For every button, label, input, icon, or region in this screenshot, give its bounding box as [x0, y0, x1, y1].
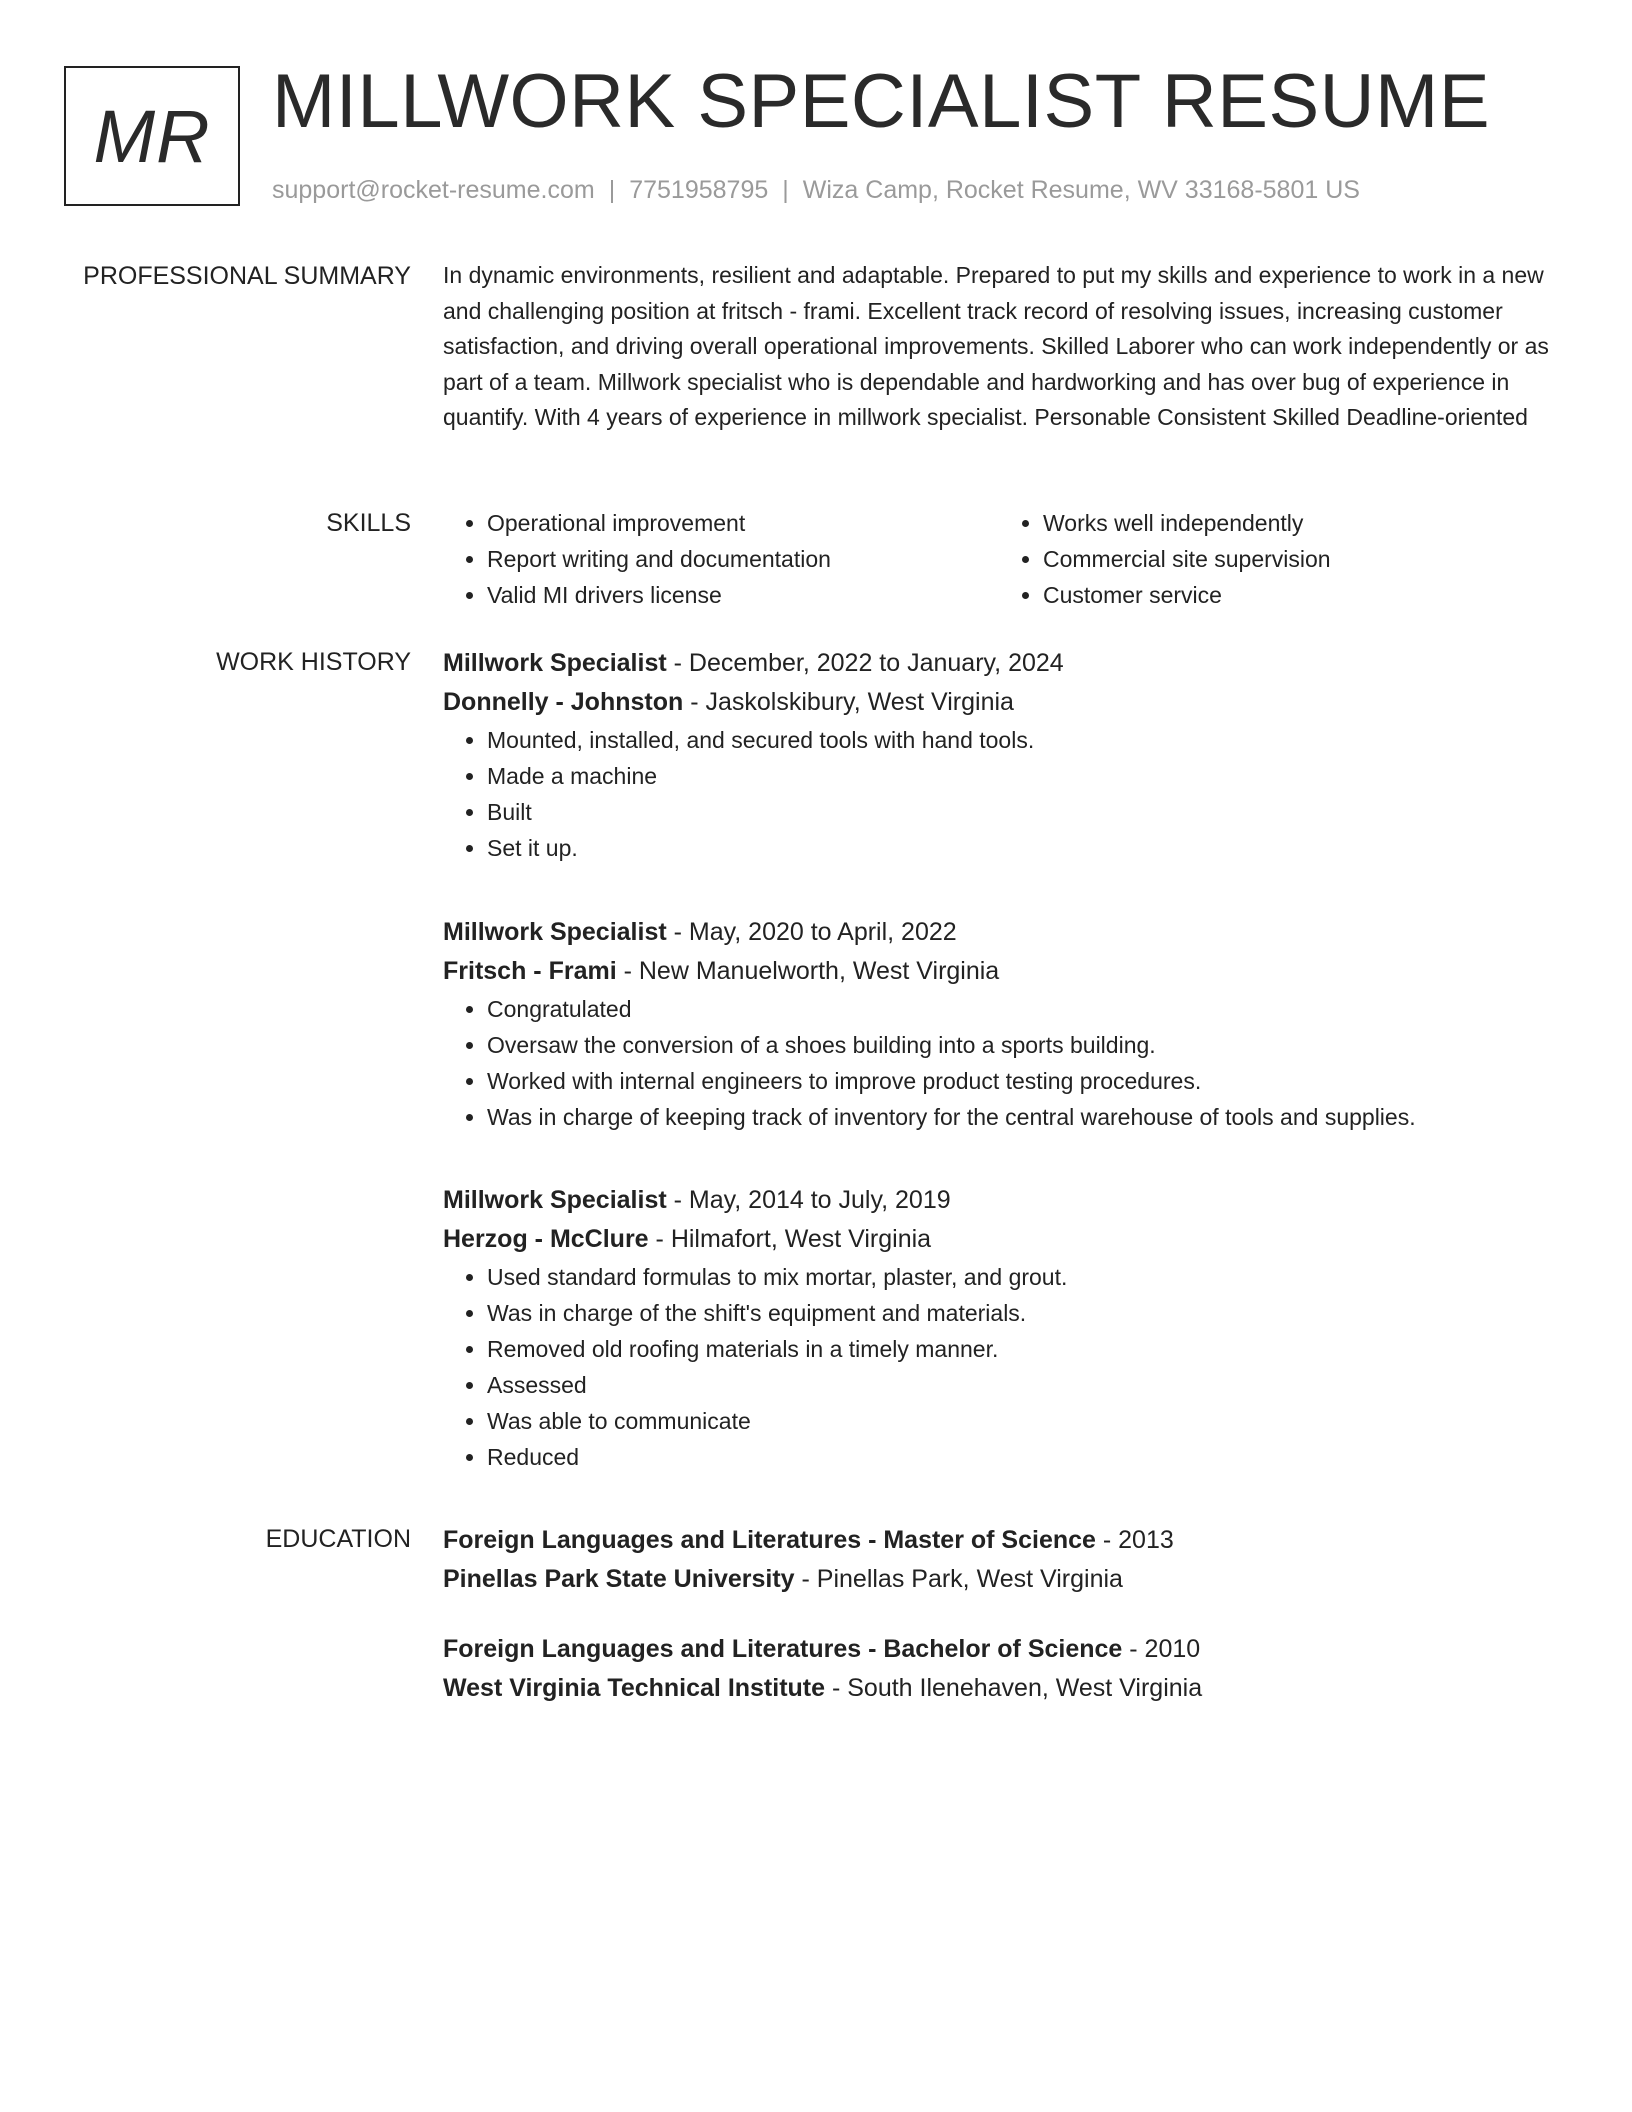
job-bullet: • Removed old roofing materials in a timely manner. [487, 1331, 1555, 1367]
job-bullet: • Mounted, installed, and secured tools with hand tools. [487, 722, 1555, 758]
skill-item: • Customer service [1043, 577, 1555, 613]
degree-name: Foreign Languages and Literatures - Bachelor of Science [443, 1635, 1123, 1663]
work-history-heading: WORK HISTORY [216, 648, 411, 676]
monogram-box [64, 66, 240, 206]
job-dates: December, 2022 to January, 2024 [688, 649, 1064, 677]
job-title-line: Millwork Specialist - December, 2022 to January, 2024 [443, 649, 1064, 677]
summary-heading: PROFESSIONAL SUMMARY [83, 262, 411, 290]
contact-line [272, 172, 1360, 208]
skill-item: • Commercial site supervision [1043, 541, 1555, 577]
degree-line: Foreign Languages and Literatures - Bachelor of Science - 2010 [443, 1635, 1201, 1663]
job-bullets [443, 1259, 1555, 1475]
education-entry [443, 1521, 1555, 1599]
job-title-line: Millwork Specialist - May, 2014 to July, 2019 [443, 1186, 951, 1214]
job-company-line: Herzog - McClure - Hilmafort, West Virginia [443, 1225, 932, 1253]
job-bullet: • Was in charge of the shift's equipment and materials. [487, 1295, 1555, 1331]
job-title-line: Millwork Specialist - May, 2020 to April, 2022 [443, 918, 957, 946]
contact-separator: | [782, 176, 789, 204]
job-title: Millwork Specialist [443, 918, 667, 946]
skills-list-left [443, 505, 999, 613]
skill-item: • Report writing and documentation [487, 541, 999, 577]
school-name: West Virginia Technical Institute [443, 1674, 826, 1702]
job-title: Millwork Specialist [443, 1186, 667, 1214]
job-location: Jaskolskibury, West Virginia [705, 688, 1014, 716]
job-company: Herzog - McClure [443, 1225, 649, 1253]
job-dates: May, 2014 to July, 2019 [688, 1186, 951, 1214]
monogram-initials: MR [93, 94, 211, 178]
skill-item: • Operational improvement [487, 505, 999, 541]
job-bullet: • Built [487, 794, 1555, 830]
skills-list-right [999, 505, 1555, 613]
job-title: Millwork Specialist [443, 649, 667, 677]
job-bullet: • Oversaw the conversion of a shoes building into a sports building. [487, 1027, 1555, 1063]
degree-line: Foreign Languages and Literatures - Master of Science - 2013 [443, 1526, 1174, 1554]
job-bullet: • Made a machine [487, 758, 1555, 794]
contact-phone[interactable]: 7751958795 [629, 176, 769, 204]
school-location: South Ilenehaven, West Virginia [847, 1674, 1203, 1702]
job-bullet: • Worked with internal engineers to improve product testing procedures. [487, 1063, 1555, 1099]
skill-item: • Works well independently [1043, 505, 1555, 541]
education-entry [443, 1630, 1555, 1708]
skill-item: • Valid MI drivers license [487, 577, 999, 613]
summary-body [443, 258, 1555, 436]
education-heading: EDUCATION [265, 1525, 411, 1553]
job-bullets [443, 991, 1555, 1135]
contact-email[interactable]: support@rocket-resume.com [272, 176, 595, 204]
job-bullet: • Was in charge of keeping track of inventory for the central warehouse of tools and supplies. [487, 1099, 1555, 1135]
school-location: Pinellas Park, West Virginia [816, 1565, 1123, 1593]
contact-address: Wiza Camp, Rocket Resume, WV 33168-5801 US [802, 176, 1360, 204]
job-bullet: • Congratulated [487, 991, 1555, 1027]
contact-separator: | [608, 176, 616, 204]
skills-heading: SKILLS [326, 509, 411, 537]
school-name: Pinellas Park State University [443, 1565, 795, 1593]
job-location: Hilmafort, West Virginia [670, 1225, 932, 1253]
skills-columns [443, 505, 1555, 613]
job-entry [443, 644, 1555, 866]
job-location: New Manuelworth, West Virginia [638, 957, 1000, 985]
job-entry [443, 913, 1555, 1135]
school-line: Pinellas Park State University - Pinellas Park, West Virginia [443, 1565, 1123, 1593]
job-company: Donnelly - Johnston [443, 688, 684, 716]
degree-year: 2013 [1118, 1526, 1174, 1554]
degree-year: 2010 [1144, 1635, 1201, 1663]
job-bullet: • Reduced [487, 1439, 1555, 1475]
summary-text: In dynamic environments, resilient and adaptable. Prepared to put my skills and experience to work in a new and challenging position at fritsch - frami. Excellent track record of resolving issues, increasing customer satisfaction, and driving overall operational improvements. Skilled Laborer who can work independently or as part of a team. Millwork specialist who is dependable and hardworking and has over bug of experience in quantify. With 4 years of experience in millwork specialist. Personable Consistent Skilled Deadline-oriented [443, 262, 1549, 430]
job-dates: May, 2020 to April, 2022 [688, 918, 957, 946]
job-bullet: • Assessed [487, 1367, 1555, 1403]
job-bullet: • Set it up. [487, 830, 1555, 866]
degree-name: Foreign Languages and Literatures - Master of Science [443, 1526, 1096, 1554]
job-bullet: • Was able to communicate [487, 1403, 1555, 1439]
job-company: Fritsch - Frami [443, 957, 617, 985]
school-line: West Virginia Technical Institute - South Ilenehaven, West Virginia [443, 1674, 1203, 1702]
skills-body [443, 505, 1555, 613]
job-company-line: Fritsch - Frami - New Manuelworth, West Virginia [443, 957, 1000, 985]
job-company-line: Donnelly - Johnston - Jaskolskibury, West Virginia [443, 688, 1014, 716]
resume-title: MILLWORK SPECIALIST RESUME [272, 59, 1491, 144]
job-entry [443, 1181, 1555, 1475]
job-bullet: • Used standard formulas to mix mortar, plaster, and grout. [487, 1259, 1555, 1295]
job-bullets [443, 722, 1555, 866]
